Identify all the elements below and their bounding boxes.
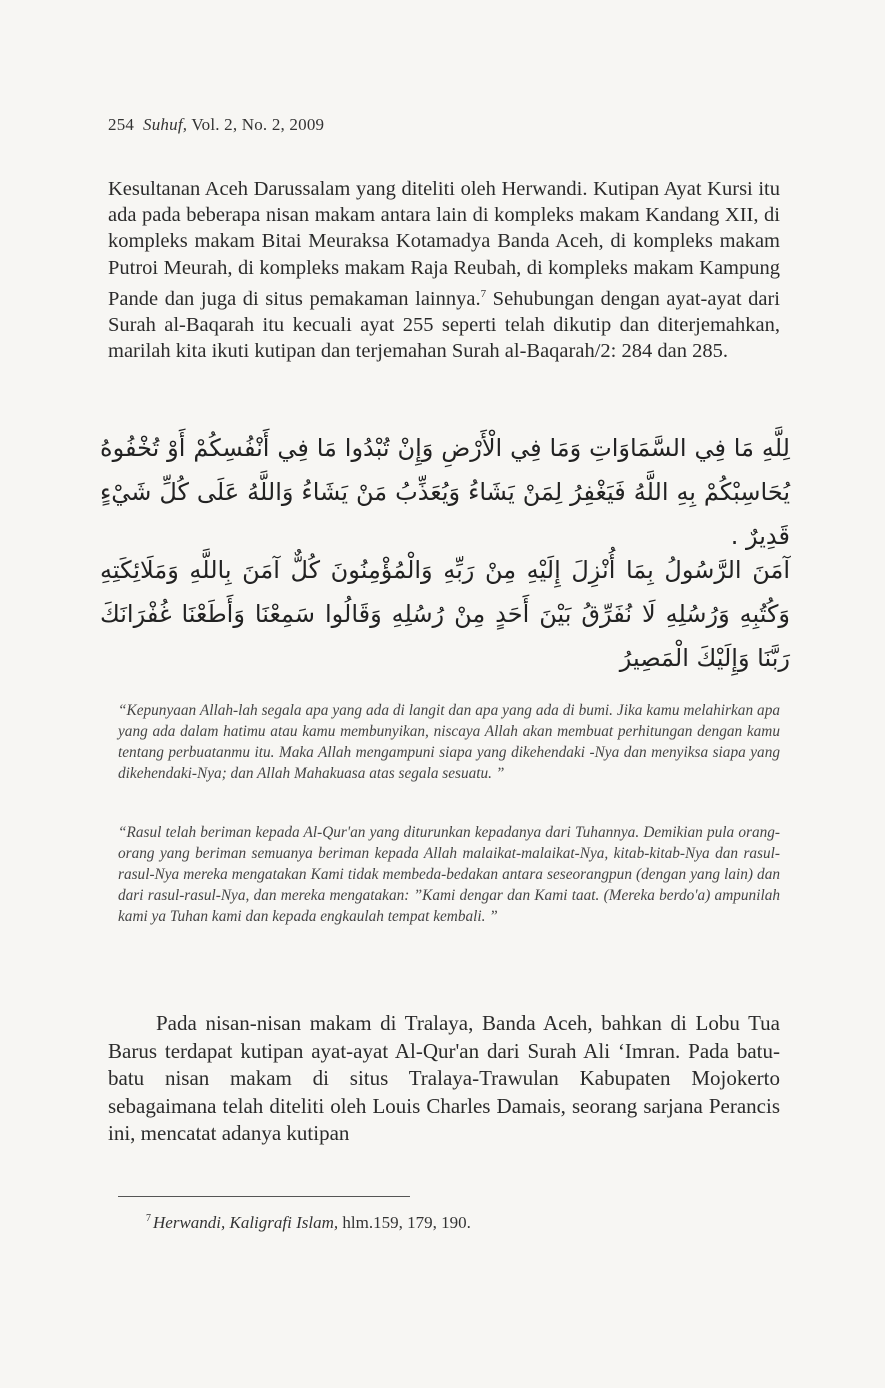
paragraph-tralaya: Pada nisan-nisan makam di Tralaya, Banda Aceh, bahkan di Lobu Tua Barus terdapat kutipan ayat-ayat Al-Qur'an dari Surah Ali ‘Imran. Pada batu-batu nisan makam di situs Tralaya-Trawulan Kabupaten Mojokerto sebagaimana telah diteliti oleh Louis Charles Damais, seorang sarjana Perancis ini, mencatat adanya kutipan [108, 1011, 780, 1145]
running-header [108, 115, 324, 135]
arabic-verse-284: لِلَّهِ مَا فِي السَّمَاوَاتِ وَمَا فِي الْأَرْضِ وَإِنْ تُبْدُوا مَا فِي أَنْفُسِكُمْ أَوْ تُخْفُوهُ يُحَاسِبْكُمْ بِهِ اللَّهُ فَيَغْفِرُ لِمَنْ يَشَاءُ وَيُعَذِّبُ مَنْ يَشَاءُ وَاللَّهُ عَلَى كُلِّ شَيْءٍ قَدِيرٌ . [100, 434, 790, 550]
footnote [146, 1213, 471, 1233]
translation-verse-285: “Rasul telah beriman kepada Al-Qur'an yang diturunkan kepadanya dari Tuhannya. Demikian pula orang-orang yang beriman semuanya beriman kepada Allah malaikat-malaikat-Nya, kitab-kitab-Nya dan rasul-rasul-Nya mereka mengatakan Kami tidak membeda-bedakan antara seseorangpun (dengan yang lain) dan dari rasul-rasul-Nya, dan mereka mengatakan: ”Kami dengar dan Kami taat. (Mereka berdo'a) ampunilah kami ya Tuhan kami dan kepada engkaulah tempat kembali. ” [118, 824, 780, 925]
page-number: 254 [108, 115, 135, 134]
footnote-divider [118, 1196, 410, 1197]
footnote-source: Herwandi, Kaligrafi Islam, [153, 1213, 339, 1232]
paragraph-intro [108, 176, 780, 364]
arabic-verse-285: آمَنَ الرَّسُولُ بِمَا أُنْزِلَ إِلَيْهِ مِنْ رَبِّهِ وَالْمُؤْمِنُونَ كُلٌّ آمَنَ بِاللَّهِ وَمَلَائِكَتِهِ وَكُتُبِهِ وَرُسُلِهِ لَا نُفَرِّقُ بَيْنَ أَحَدٍ مِنْ رُسُلِهِ وَقَالُوا سَمِعْنَا وَأَطَعْنَا غُفْرَانَكَ رَبَّنَا وَإِلَيْكَ الْمَصِيرُ [100, 556, 790, 672]
paragraph-intro-continuation: Sehubungan dengan ayat-ayat dari Surah al-Baqarah itu kecuali ayat 255 seperti telah dikutip dan diterjemahkan, marilah kita ikuti kutipan dan terjemahan Surah al-Baqarah/2: 284 dan 285. [108, 287, 780, 363]
footnote-number: 7 [146, 1213, 151, 1225]
journal-volume: Vol. 2, No. 2, 2009 [187, 115, 325, 134]
translation-verse-284: “Kepunyaan Allah-lah segala apa yang ada di langit dan apa yang ada di bumi. Jika kamu melahirkan apa yang ada dalam hatimu atau kamu membunyikan, niscaya Allah akan membuat perhitungan dengan kamu tentang perbuatanmu itu. Maka Allah mengampuni siapa yang dikehendaki -Nya dan menyiksa siapa yang dikehendaki-Nya; dan Allah Mahakuasa atas segala sesuatu. ” [118, 702, 780, 782]
paragraph-intro-text: Kesultanan Aceh Darussalam yang diteliti oleh Herwandi. Kutipan Ayat Kursi itu ada pada beberapa nisan makam antara lain di kompleks makam Kandang XII, di kompleks makam Bitai Meuraksa Kotamadya Banda Aceh, di kompleks makam Putroi Meurah, di kompleks makam Raja Reubah, di kompleks makam Kampung Pande dan juga di situs pemakaman lainnya. [108, 178, 780, 310]
journal-title: Suhuf, [143, 115, 188, 134]
footnote-pages: hlm.159, 179, 190. [338, 1213, 471, 1232]
footnote-reference[interactable]: 7 [480, 287, 487, 300]
